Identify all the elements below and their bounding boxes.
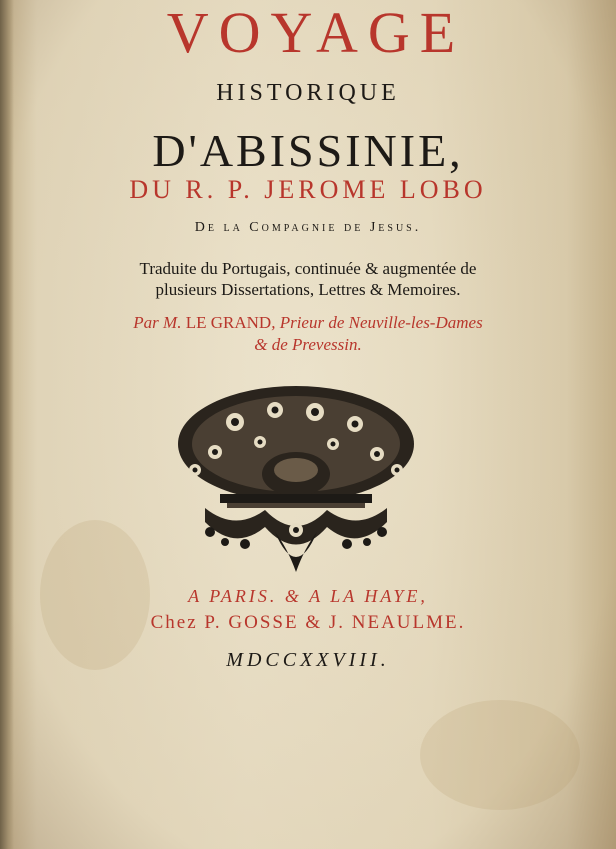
- translation-line-2: plusieurs Dissertations, Lettres & Memoires.: [155, 280, 461, 299]
- translation-line-1: Traduite du Portugais, continuée & augmentée de: [139, 259, 477, 278]
- flower-basket-vignette-icon: [165, 382, 427, 582]
- translator-line: [0, 312, 616, 334]
- translator-prefix: Par M.: [133, 313, 186, 332]
- author-line: DU R. P. JEROME LOBO: [129, 175, 487, 204]
- imprint-year: MDCCXXVIII.: [226, 649, 390, 671]
- imprint-chez: Chez: [150, 612, 205, 633]
- imprint-publishers: [0, 610, 616, 636]
- paper-stain: [420, 700, 580, 810]
- order-line: De la Compagnie de Jesus.: [194, 220, 422, 235]
- imprint-cities: A PARIS. & A LA HAYE,: [188, 586, 428, 606]
- translator-name: LE GRAND: [185, 313, 272, 332]
- translator-title: , Prieur de Neuville-les-Dames: [271, 313, 483, 332]
- imprint-publisher-names: P. GOSSE & J. NEAULME.: [204, 612, 466, 633]
- title-abissinie: D'ABISSINIE,: [152, 125, 464, 176]
- title-voyage: VOYAGE: [166, 0, 466, 65]
- translator-line-2: & de Prevessin.: [254, 335, 362, 354]
- title-historique: HISTORIQUE: [216, 80, 400, 106]
